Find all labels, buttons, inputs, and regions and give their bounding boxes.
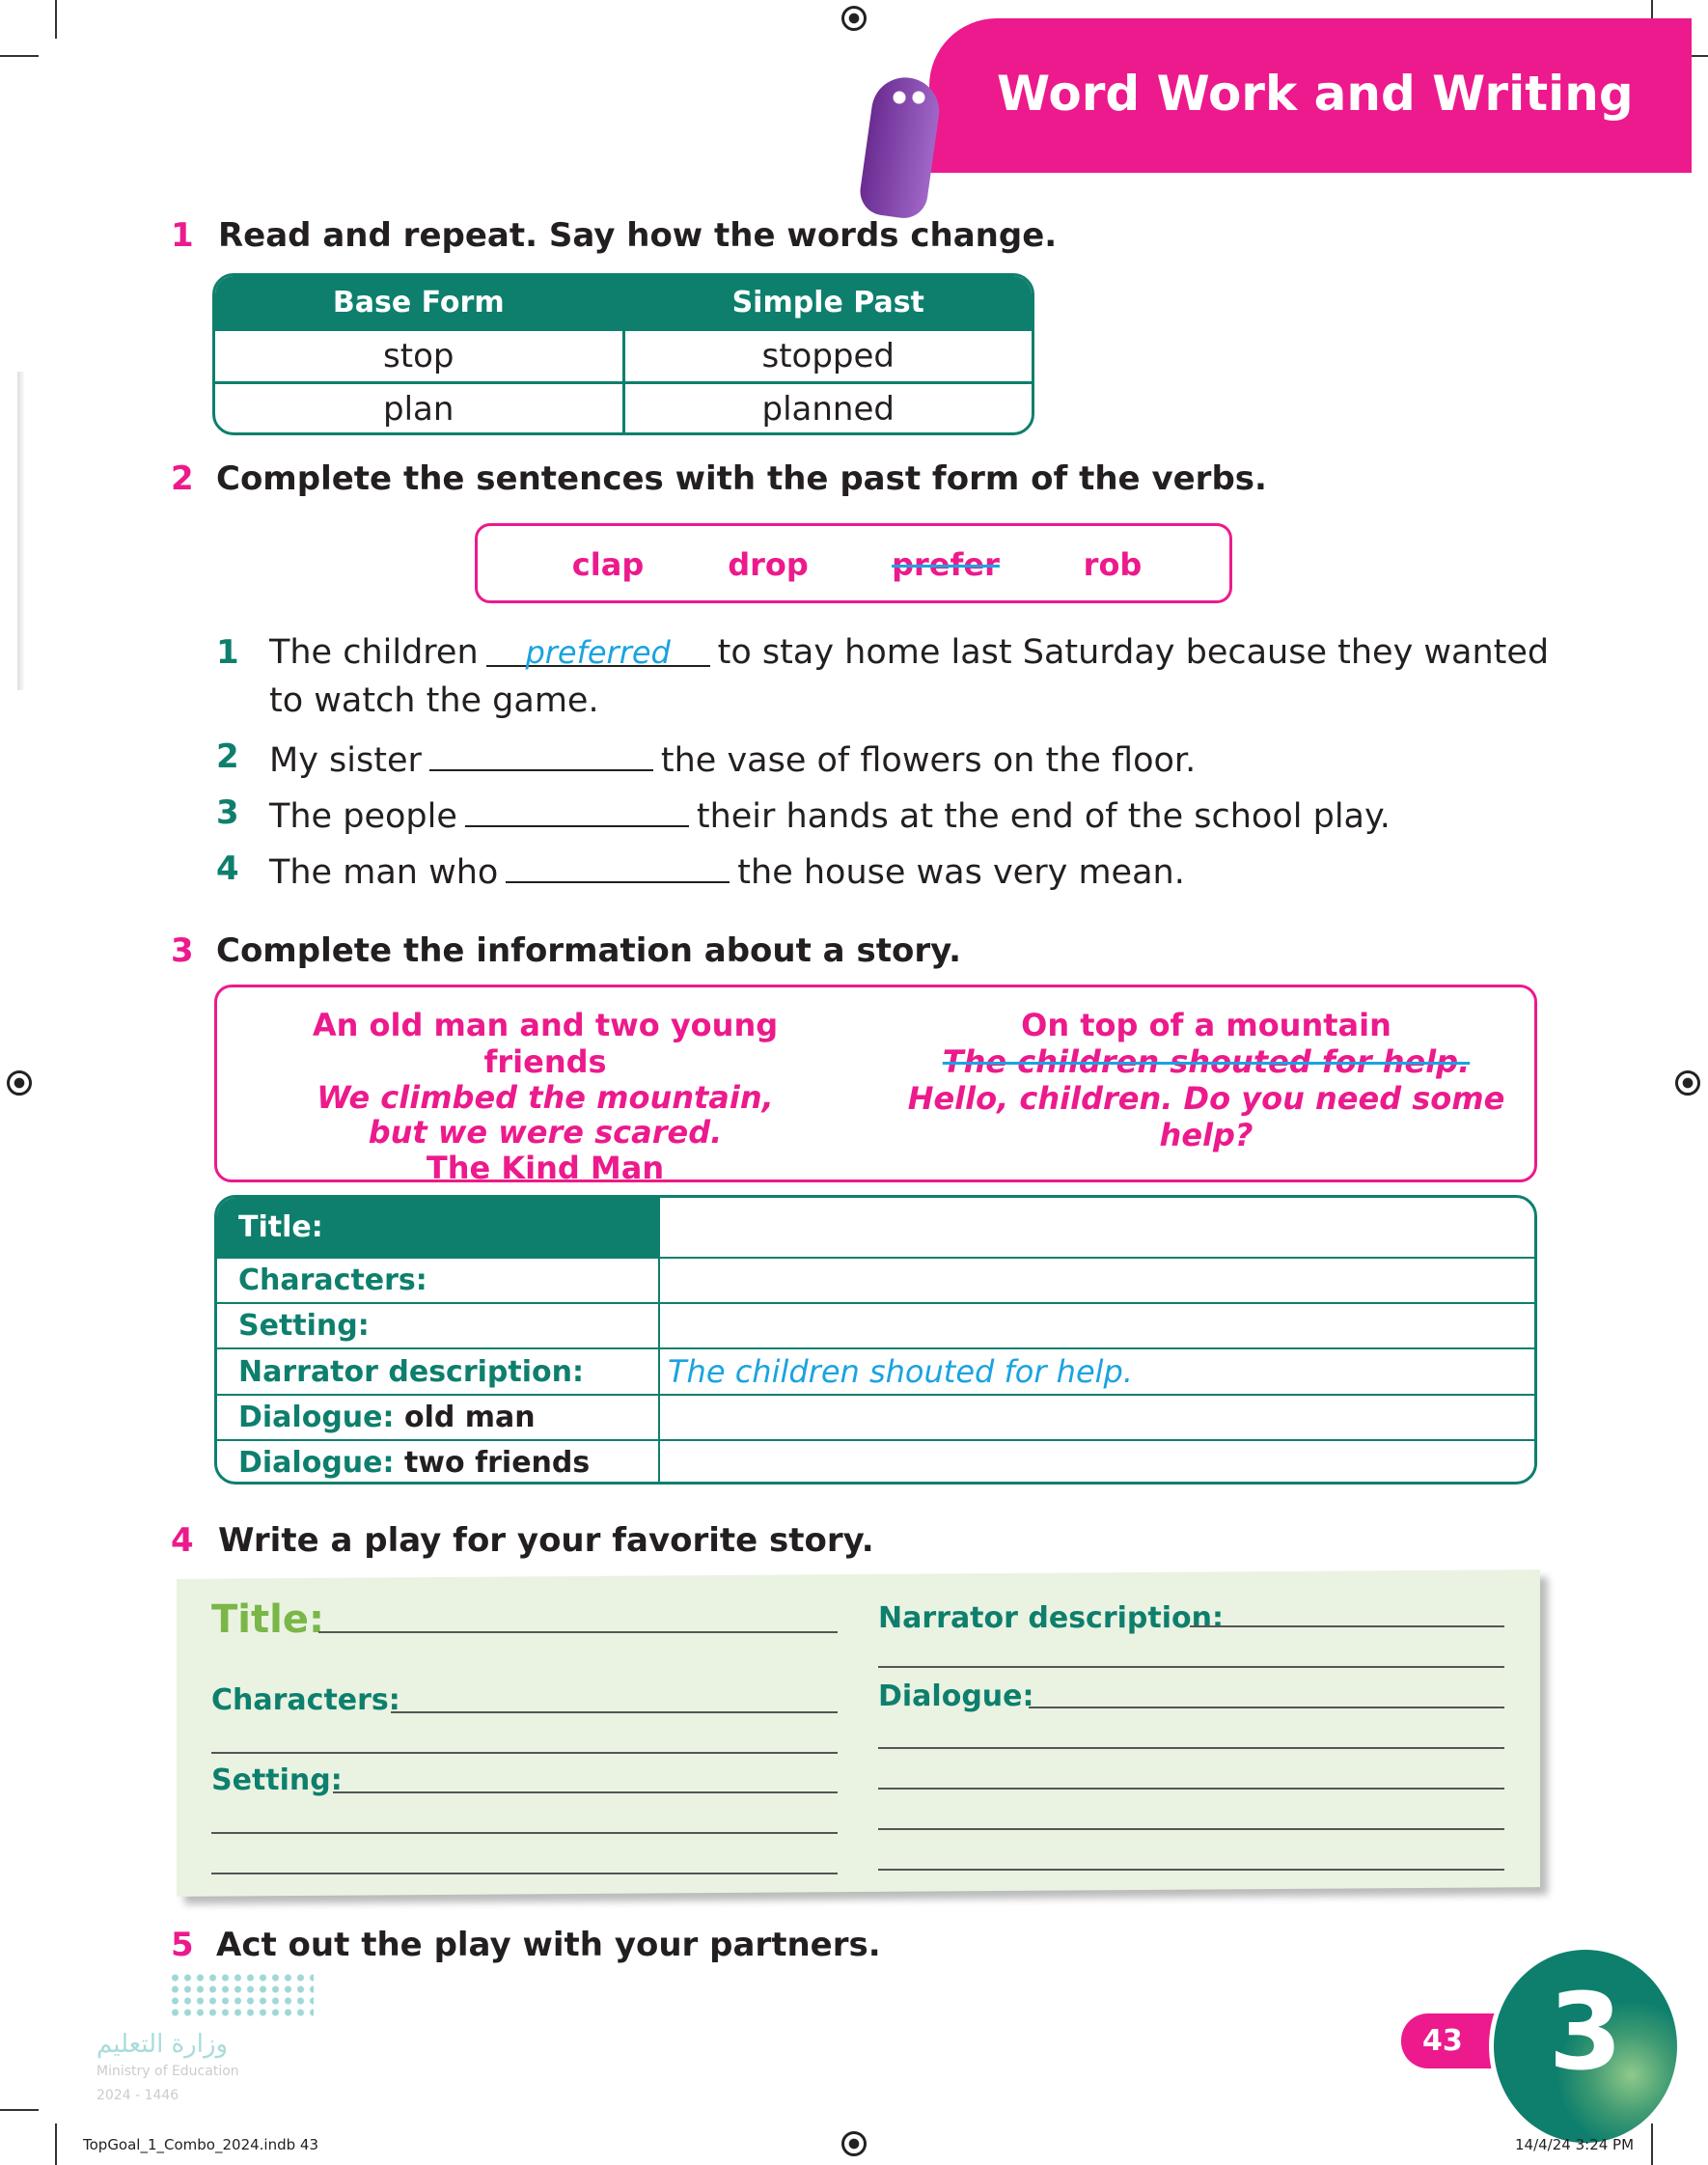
- exercise-number: 3: [171, 931, 194, 970]
- exercise-number: 4: [171, 1521, 194, 1560]
- crop-mark: [55, 0, 57, 39]
- logo-english: Ministry of Education: [96, 2064, 239, 2079]
- writing-line[interactable]: [1190, 1625, 1504, 1627]
- unit-circle: [1489, 1945, 1682, 2148]
- info-column: [275, 1007, 815, 1186]
- answer-blank[interactable]: preferred: [525, 634, 671, 671]
- crop-mark: [0, 2109, 39, 2111]
- sentence-number: 3: [216, 793, 239, 832]
- writing-line[interactable]: [878, 1869, 1504, 1871]
- writing-line[interactable]: [878, 1828, 1504, 1830]
- footer-date: 14/4/24 3:24 PM: [1515, 2136, 1635, 2153]
- verb-table: [212, 273, 1034, 435]
- narrator-label: Narrator description:: [878, 1601, 1224, 1635]
- sentence-number: 4: [216, 849, 239, 888]
- answer-cell[interactable]: [660, 1198, 1534, 1257]
- writing-line[interactable]: [211, 1873, 838, 1874]
- characters-label: Characters:: [211, 1683, 400, 1717]
- answer-cell[interactable]: [660, 1441, 1534, 1484]
- row-label: Characters:: [217, 1259, 660, 1302]
- registration-mark-icon: [7, 1070, 32, 1096]
- answer-blank[interactable]: [465, 793, 689, 827]
- sentence: The children preferred to stay home last Saturday because they wanted: [269, 633, 1550, 672]
- table-cell: stop: [383, 337, 455, 375]
- column-header: Base Form: [332, 285, 505, 319]
- crop-mark: [1651, 2123, 1653, 2165]
- exercise-instruction: Complete the sentences with the past form of the verbs.: [216, 459, 1267, 498]
- exercise-instruction: Complete the information about a story.: [216, 931, 962, 970]
- sentence-number: 1: [216, 633, 239, 672]
- page-number-badge: 43: [1401, 2013, 1507, 2068]
- row-label: Dialogue: two friends: [217, 1441, 660, 1484]
- word-option-crossed: prefer: [892, 546, 1000, 583]
- writing-line[interactable]: [878, 1666, 1504, 1668]
- info-column: [883, 1007, 1529, 1153]
- writing-line[interactable]: [211, 1832, 838, 1834]
- writing-line[interactable]: [211, 1752, 838, 1754]
- info-item: We climbed the mountain, but we were scared.: [317, 1079, 774, 1151]
- info-item: An old man and two young friends: [312, 1007, 779, 1080]
- sentence: The man who the house was very mean.: [269, 849, 1185, 892]
- table-cell: stopped: [622, 331, 1033, 381]
- mascot-eyes: [890, 89, 928, 106]
- section-header: [929, 18, 1692, 173]
- section-title: Word Work and Writing: [997, 66, 1634, 122]
- writing-panel: [177, 1569, 1540, 1897]
- answer-cell[interactable]: [660, 1304, 1534, 1347]
- unit-number: 3: [1548, 1970, 1623, 2094]
- story-table: [214, 1195, 1537, 1485]
- info-item: The Kind Man: [426, 1150, 665, 1186]
- row-label: Narrator description:: [217, 1349, 660, 1394]
- row-label: Dialogue: old man: [217, 1396, 660, 1439]
- exercise-number: 2: [171, 459, 194, 498]
- info-item: On top of a mountain: [1021, 1007, 1391, 1043]
- sentence: My sister the vase of flowers on the floor.: [269, 737, 1196, 780]
- answer-cell[interactable]: [660, 1259, 1534, 1302]
- writing-line[interactable]: [391, 1711, 838, 1713]
- ministry-logo-icon: [169, 1972, 314, 2018]
- registration-mark-icon: [841, 6, 867, 31]
- crop-mark: [0, 55, 39, 57]
- row-label: Title:: [217, 1198, 660, 1257]
- title-label: Title:: [211, 1597, 324, 1642]
- footer-file: TopGoal_1_Combo_2024.indb 43: [83, 2136, 318, 2153]
- writing-line[interactable]: [318, 1631, 838, 1633]
- exercise-instruction: Read and repeat. Say how the words change.: [218, 216, 1058, 255]
- writing-line[interactable]: [878, 1747, 1504, 1749]
- answer-cell[interactable]: The children shouted for help.: [668, 1353, 1133, 1390]
- word-option: drop: [728, 546, 809, 583]
- sentence: The people their hands at the end of the school play.: [269, 793, 1391, 836]
- setting-label: Setting:: [211, 1763, 343, 1797]
- logo-arabic: وزارة التعليم: [96, 2030, 229, 2059]
- answer-blank[interactable]: [506, 849, 730, 883]
- exercise-number: 5: [171, 1926, 194, 1964]
- sentence-number: 2: [216, 737, 239, 776]
- exercise-instruction: Act out the play with your partners.: [216, 1926, 881, 1964]
- exercise-instruction: Write a play for your favorite story.: [218, 1521, 874, 1560]
- crop-mark: [55, 2123, 57, 2165]
- writing-line[interactable]: [1029, 1707, 1504, 1708]
- info-item-crossed: The children shouted for help.: [942, 1043, 1471, 1080]
- registration-mark-icon: [1675, 1070, 1700, 1096]
- registration-mark-icon: [841, 2131, 867, 2156]
- dialogue-label: Dialogue:: [878, 1679, 1034, 1713]
- word-box: [475, 523, 1232, 603]
- page-edge-shadow: [17, 372, 25, 690]
- word-option: rob: [1083, 546, 1143, 583]
- exercise-number: 1: [171, 216, 194, 255]
- logo-year: 2024 - 1446: [96, 2088, 179, 2103]
- answer-blank[interactable]: [429, 737, 653, 771]
- info-item: Hello, children. Do you need some help?: [907, 1080, 1505, 1153]
- writing-line[interactable]: [333, 1791, 838, 1793]
- story-info-box: [214, 985, 1537, 1186]
- word-option: clap: [571, 546, 645, 583]
- row-label: Setting:: [217, 1304, 660, 1347]
- sentence-continuation: to watch the game.: [269, 681, 599, 720]
- writing-line[interactable]: [878, 1788, 1504, 1790]
- column-header: Simple Past: [622, 276, 1033, 328]
- table-cell: plan: [383, 390, 455, 429]
- table-cell: planned: [622, 384, 1033, 434]
- answer-cell[interactable]: [660, 1396, 1534, 1439]
